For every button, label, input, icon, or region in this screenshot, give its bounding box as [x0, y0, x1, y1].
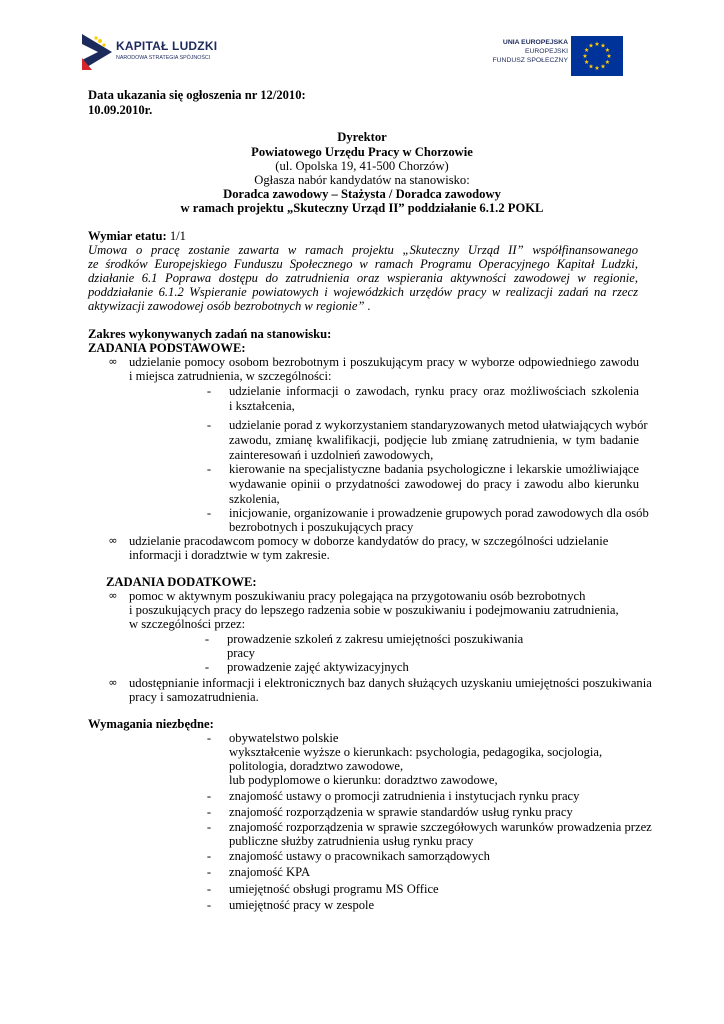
- dash-bullet-icon: -: [206, 462, 212, 476]
- extra-tasks-heading: ZADANIA DODATKOWE:: [106, 575, 257, 589]
- requirement-6: znajomość KPA: [229, 865, 311, 879]
- bullet-infinity-icon: ∞: [108, 355, 118, 368]
- bullet-infinity-icon: ∞: [108, 676, 118, 689]
- basic-task-1-line-1: udzielanie pomocy osobom bezrobotnym i poszukującym pracy w wyborze odpowiedniego zawodu: [129, 355, 639, 369]
- basic-task-2-line-1: udzielanie pracodawcom pomocy w doborze kandydatów do pracy, w szczególności udzielanie: [129, 534, 609, 548]
- eu-logo: [486, 36, 624, 78]
- extra-task-2-line-2: pracy i samozatrudnienia.: [129, 690, 259, 704]
- extra-task-2-line-1: udostępnianie informacji i elektronicznych baz danych służących uzyskaniu umiejętności poszukiwania: [129, 676, 652, 690]
- sub-task-3-line-1: kierowanie na specjalistyczne badania psychologiczne i lekarskie umożliwiające: [229, 462, 639, 476]
- requirement-1-line-2: wykształcenie wyższe o kierunkach: psychologia, pedagogika, socjologia,: [229, 745, 603, 759]
- extra-task-1-line-3: w szczególności przez:: [129, 617, 246, 631]
- requirements-heading: Wymagania niezbędne:: [88, 717, 214, 731]
- extra-sub-task-1-line-2: pracy: [227, 646, 255, 660]
- sub-task-3-line-3: szkolenia,: [229, 492, 280, 506]
- extra-sub-task-1-line-1: prowadzenie szkoleń z zakresu umiejętności poszukiwania: [227, 632, 524, 646]
- sub-task-1-line-2: i kształcenia,: [229, 399, 295, 413]
- kapital-ludzki-subtitle: NARODOWA STRATEGIA SPÓJNOŚCI: [116, 55, 211, 61]
- dash-bullet-icon: -: [204, 632, 210, 646]
- sub-task-2-line-1: udzielanie porad z wykorzystaniem standaryzowanych metod ułatwiających wybór: [229, 418, 648, 432]
- employment-line: [88, 229, 186, 244]
- requirement-7: umiejętność obsługi programu MS Office: [229, 882, 439, 896]
- sub-task-4-line-2: bezrobotnych i poszukujących pracy: [229, 520, 414, 534]
- contract-line-3: działanie 6.1 Poprawa dostępu do zatrudnienia oraz wspierania aktywności zawodowej w regionie,: [88, 271, 638, 285]
- dash-bullet-icon: -: [206, 882, 212, 896]
- title-announces: Ogłasza nabór kandydatów na stanowisko:: [254, 173, 470, 187]
- extra-task-1-line-2: i poszukujących pracy do lepszego radzenia sobie w poszukiwaniu i podejmowaniu zatrudnienia,: [129, 603, 619, 617]
- sub-task-3-line-2: wydawanie opinii o przydatności zawodowej do pracy i zawodu albo kierunku: [229, 477, 639, 491]
- eu-logo-line1: UNIA EUROPEJSKA: [502, 39, 568, 46]
- sub-task-1-line-1: udzielanie informacji o zawodach, rynku pracy oraz możliwościach szkolenia: [229, 384, 639, 398]
- dash-bullet-icon: -: [206, 849, 212, 863]
- contract-line-4: poddziałanie 6.1.2 Wspieranie powiatowych i wojewódzkich urzędów pracy w realizacji zadań na rzecz: [88, 285, 638, 299]
- requirement-4-line-1: znajomość rozporządzenia w sprawie szczegółowych warunków prowadzenia przez: [229, 820, 652, 834]
- requirement-1-line-3: politologia, doradztwo zawodowe,: [229, 759, 404, 773]
- basic-tasks-heading: ZADANIA PODSTAWOWE:: [88, 341, 246, 355]
- eu-logo-text: [486, 39, 568, 65]
- title-director: Dyrektor: [337, 130, 387, 144]
- employment-value: 1/1: [169, 229, 186, 243]
- requirement-2: znajomość ustawy o promocji zatrudnienia i instytucjach rynku pracy: [229, 789, 580, 803]
- basic-task-1-line-2: i miejsca zatrudnienia, w szczególności:: [129, 369, 332, 383]
- bullet-infinity-icon: ∞: [108, 534, 118, 547]
- requirement-3: znajomość rozporządzenia w sprawie standardów usług rynku pracy: [229, 805, 573, 819]
- extra-task-1-line-1: pomoc w aktywnym poszukiwaniu pracy polegająca na przygotowaniu osób bezrobotnych: [129, 589, 586, 603]
- bullet-infinity-icon: ∞: [108, 589, 118, 602]
- dash-bullet-icon: -: [206, 789, 212, 803]
- title-position: Doradca zawodowy – Stażysta / Doradca zawodowy: [223, 187, 501, 201]
- dash-bullet-icon: -: [206, 384, 212, 398]
- requirement-4-line-2: publiczne służby zatrudnienia usług rynku pracy: [229, 834, 474, 848]
- dash-bullet-icon: -: [206, 418, 212, 432]
- contract-line-2: ze środków Europejskiego Funduszu Społecznego w ramach Programu Operacyjnego Kapitał Ludzki,: [88, 257, 638, 271]
- contract-line-5: aktywizacji zawodowej osób bezrobotnych w regionie” .: [88, 299, 371, 313]
- extra-sub-task-2: prowadzenie zajęć aktywizacyjnych: [227, 660, 409, 674]
- dash-bullet-icon: -: [206, 805, 212, 819]
- announcement-date-label: Data ukazania się ogłoszenia nr 12/2010:: [88, 88, 306, 102]
- sub-task-4-line-1: inicjowanie, organizowanie i prowadzenie grupowych porad zawodowych dla osób: [229, 506, 649, 520]
- dash-bullet-icon: -: [204, 660, 210, 674]
- sub-task-2-line-3: zainteresowań i uzdolnień zawodowych,: [229, 448, 434, 462]
- tasks-heading: Zakres wykonywanych zadań na stanowisku:: [88, 327, 332, 341]
- requirement-8: umiejętność pracy w zespole: [229, 898, 375, 912]
- dash-bullet-icon: -: [206, 820, 212, 834]
- title-project: w ramach projektu „Skuteczny Urząd II” poddziałanie 6.1.2 POKL: [180, 201, 544, 215]
- title-address: (ul. Opolska 19, 41-500 Chorzów): [275, 159, 449, 173]
- dash-bullet-icon: -: [206, 731, 212, 745]
- dash-bullet-icon: -: [206, 506, 212, 520]
- requirement-5: znajomość ustawy o pracownikach samorządowych: [229, 849, 490, 863]
- eu-flag-icon: [571, 36, 623, 76]
- dash-bullet-icon: -: [206, 865, 212, 879]
- requirement-1-line-1: obywatelstwo polskie: [229, 731, 339, 745]
- announcement-date: 10.09.2010r.: [88, 103, 153, 117]
- kapital-ludzki-logo: [80, 30, 240, 74]
- dash-bullet-icon: -: [206, 898, 212, 912]
- eu-logo-line2: EUROPEJSKI: [524, 47, 568, 55]
- employment-label: Wymiar etatu:: [88, 229, 167, 243]
- title-office: Powiatowego Urzędu Pracy w Chorzowie: [251, 145, 473, 159]
- sub-task-2-line-2: zawodu, zmianę kwalifikacji, podjęcie lub zmianę zatrudnienia, w tym badanie: [229, 433, 639, 447]
- basic-task-2-line-2: informacji i doradztwie w tym zakresie.: [129, 548, 330, 562]
- eu-logo-line3: FUNDUSZ SPOŁECZNY: [492, 56, 568, 64]
- kapital-ludzki-emblem-icon: [80, 32, 114, 72]
- kapital-ludzki-title: KAPITAŁ LUDZKI: [116, 39, 218, 53]
- contract-line-1: Umowa o pracę zostanie zawarta w ramach projektu „Skuteczny Urząd II” współfinansowanego: [88, 243, 638, 257]
- requirement-1-line-4: lub podyplomowe o kierunku: doradztwo zawodowe,: [229, 773, 498, 787]
